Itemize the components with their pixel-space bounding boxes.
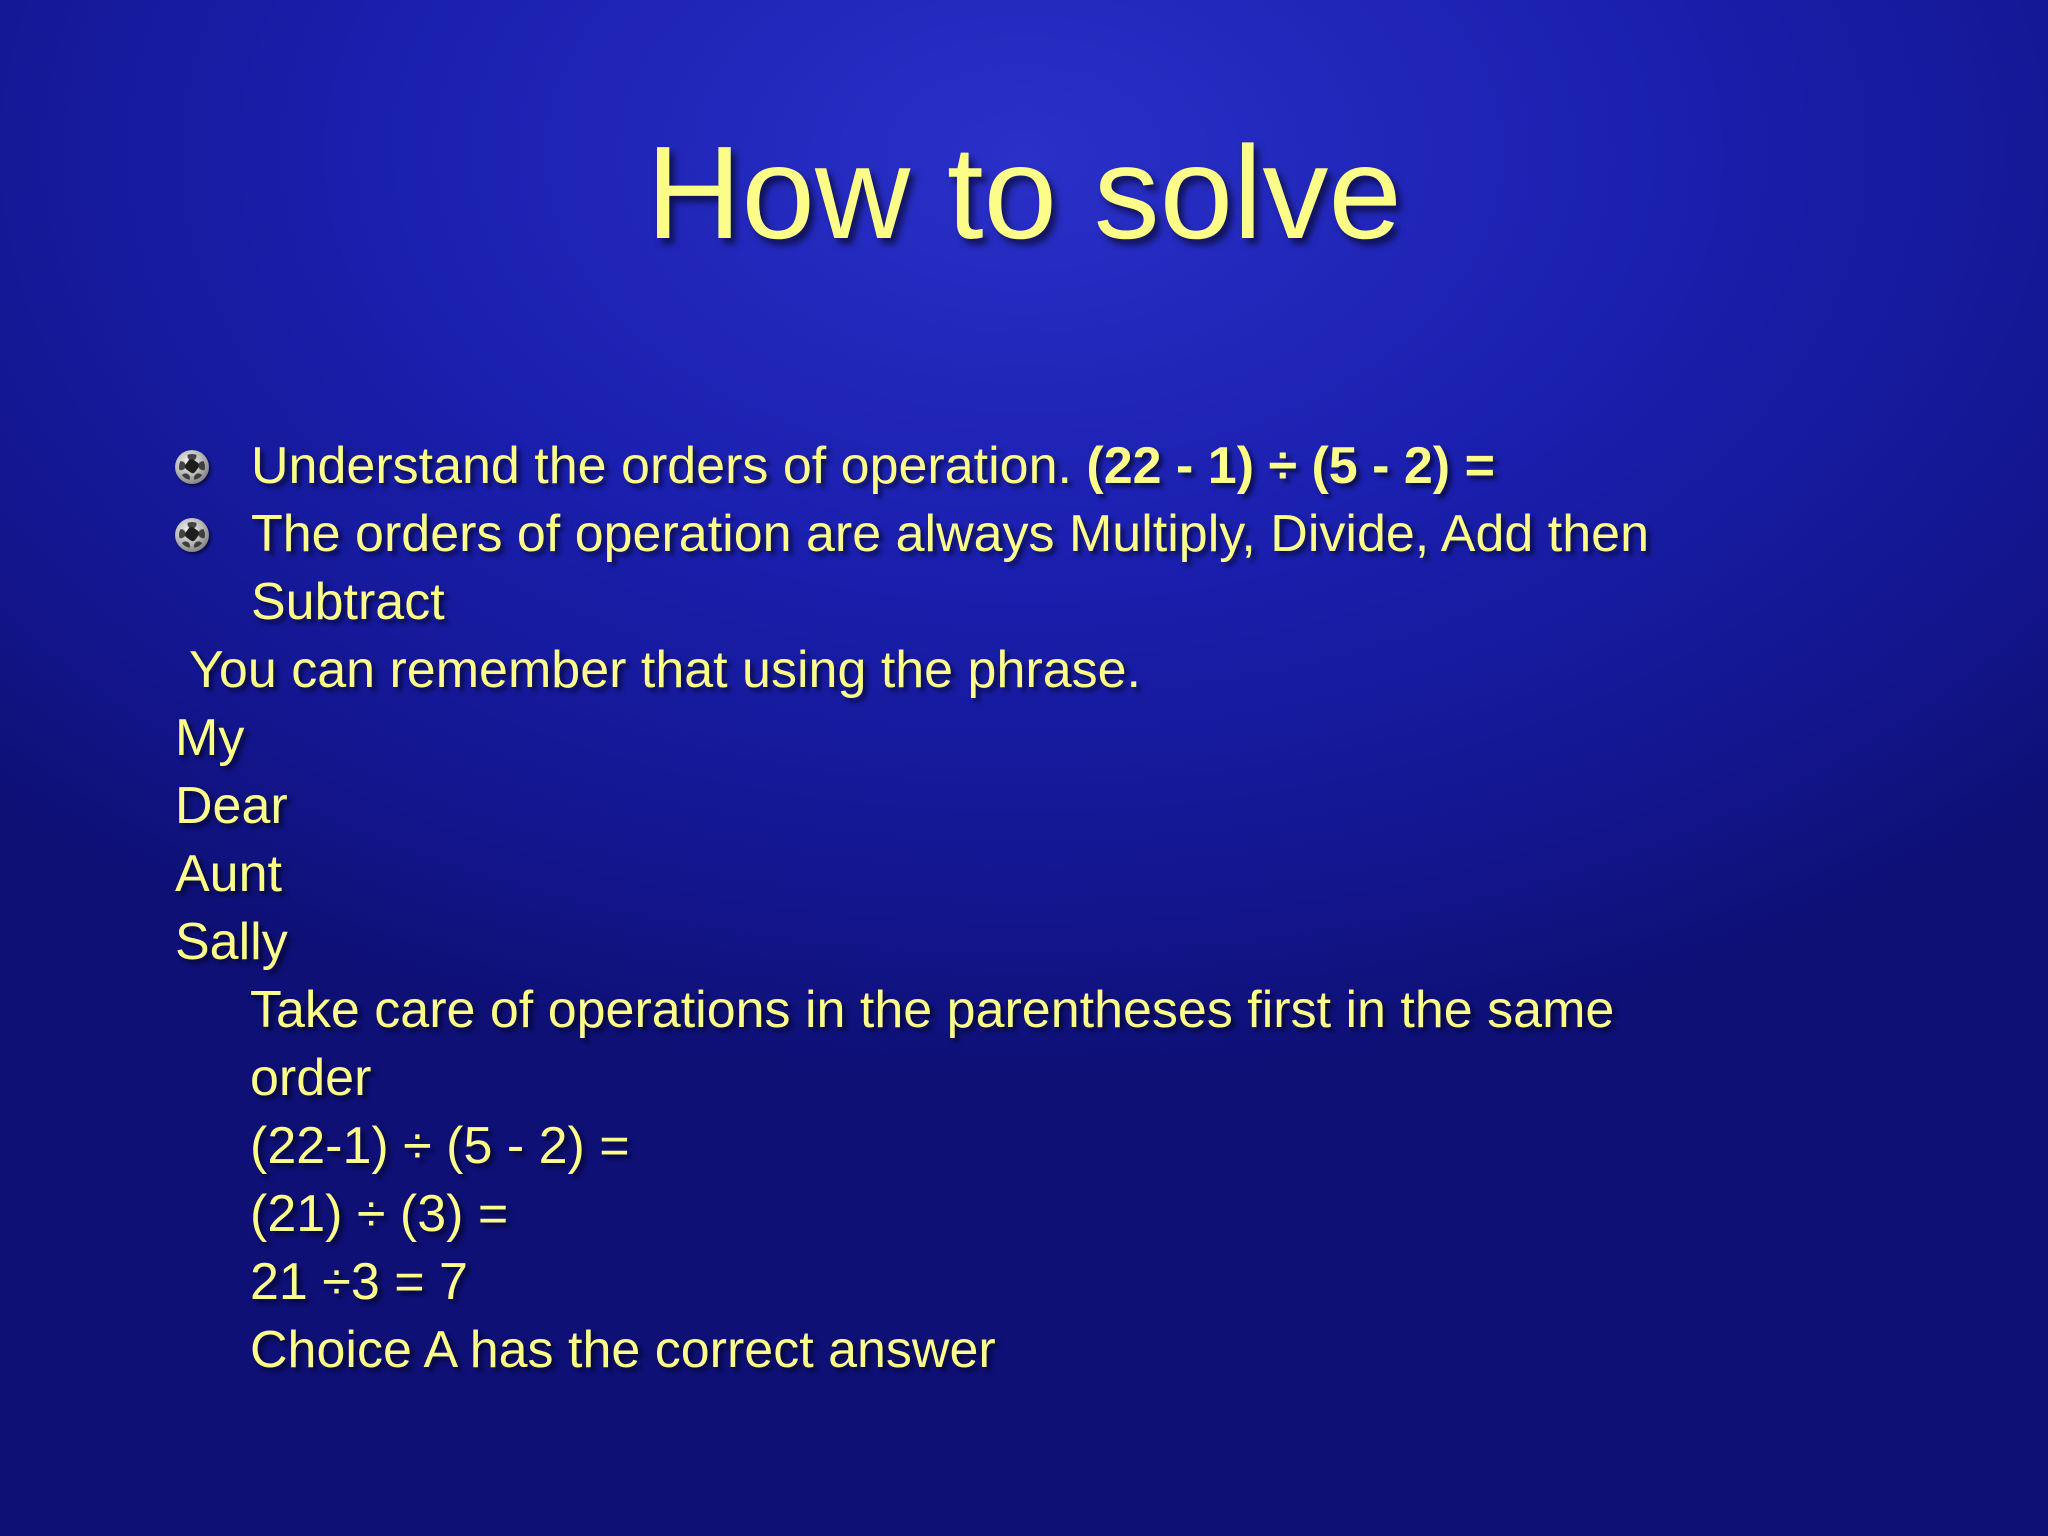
bullet-item-2 — [0, 500, 2048, 568]
bullet-item-1 — [0, 432, 2048, 500]
step-instruction-text: Take care of operations in the parentheses first in the same — [250, 981, 1615, 1039]
step-instruction-continued — [0, 1044, 2048, 1112]
phrase-intro — [0, 636, 2048, 704]
step-equation-2 — [0, 1180, 2048, 1248]
step-conclusion — [0, 1316, 2048, 1384]
slide-title: How to solve — [646, 119, 1402, 266]
conclusion-text: Choice A has the correct answer — [250, 1321, 996, 1379]
mnemonic-word — [0, 840, 2048, 908]
step-instruction-text-continued: order — [250, 1049, 372, 1107]
bullet-text-main: Understand the orders of operation. — [251, 437, 1087, 495]
equation-text: (22-1) ÷ (5 - 2) = — [250, 1117, 630, 1175]
bullet-equation: (22 - 1) ÷ (5 - 2) = — [1086, 437, 1495, 495]
step-instruction — [0, 976, 2048, 1044]
step-equation-3 — [0, 1248, 2048, 1316]
bullet-text-continued: Subtract — [251, 573, 445, 631]
mnemonic-sally: Sally — [175, 913, 288, 971]
mnemonic-aunt: Aunt — [175, 845, 282, 903]
bullet-text — [251, 432, 1495, 500]
slide-body — [0, 432, 2048, 1384]
equation-text: 21 ÷3 = 7 — [250, 1253, 468, 1311]
soccer-ball-icon — [175, 450, 209, 484]
bullet-text: The orders of operation are always Multiply, Divide, Add then — [251, 505, 1649, 563]
mnemonic-my: My — [175, 709, 245, 767]
mnemonic-dear: Dear — [175, 777, 288, 835]
mnemonic-word — [0, 908, 2048, 976]
equation-text: (21) ÷ (3) = — [250, 1185, 509, 1243]
mnemonic-word — [0, 772, 2048, 840]
step-equation-1 — [0, 1112, 2048, 1180]
phrase-intro-text: You can remember that using the phrase. — [189, 641, 1141, 699]
bullet-item-2-continued — [0, 568, 2048, 636]
mnemonic-word — [0, 704, 2048, 772]
soccer-ball-icon — [175, 518, 209, 552]
